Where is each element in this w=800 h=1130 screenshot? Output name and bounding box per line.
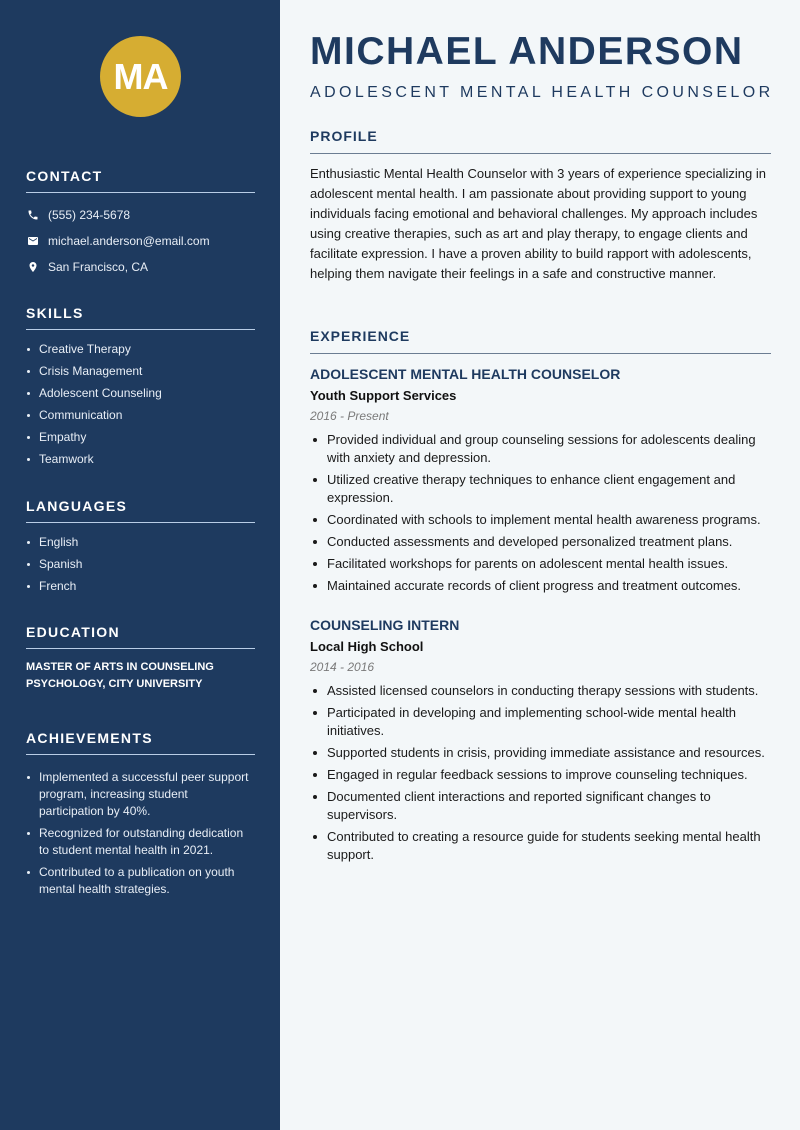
language-item: French (26, 578, 255, 595)
job-bullet: Provided individual and group counseling sessions for adolescents dealing with anxiety and depression. (310, 431, 771, 467)
experience-heading: EXPERIENCE (310, 328, 771, 354)
contact-phone[interactable] (26, 202, 255, 228)
avatar (100, 36, 181, 117)
contact-phone-text: (555) 234-5678 (48, 208, 131, 222)
achievements-section (26, 730, 255, 903)
skill-item: Crisis Management (26, 363, 255, 380)
job-bullet: Coordinated with schools to implement mental health awareness programs. (310, 511, 771, 529)
languages-list (26, 534, 255, 595)
skills-list (26, 341, 255, 468)
achievements-heading: ACHIEVEMENTS (26, 730, 255, 755)
job-title: ADOLESCENT MENTAL HEALTH COUNSELOR (310, 366, 621, 382)
profile-heading: PROFILE (310, 128, 771, 154)
job-bullet: Documented client interactions and reported significant changes to supervisors. (310, 788, 771, 824)
achievement-item: Implemented a successful peer support program, increasing student participation by 40%. (26, 769, 255, 820)
phone-icon (26, 209, 39, 222)
contact-location-text: San Francisco, CA (48, 260, 149, 274)
job-bullet: Facilitated workshops for parents on adolescent mental health issues. (310, 555, 771, 573)
job-company: Youth Support Services (310, 388, 457, 403)
job-title: COUNSELING INTERN (310, 617, 460, 633)
contact-email-text: michael.anderson@email.com (48, 234, 210, 248)
job-title-headline: ADOLESCENT MENTAL HEALTH COUNSELOR (310, 84, 774, 101)
job-bullets (310, 431, 771, 595)
job-bullet: Supported students in crisis, providing immediate assistance and resources. (310, 744, 771, 762)
email-icon (26, 235, 39, 248)
profile-text: Enthusiastic Mental Health Counselor with 3 years of experience specializing in adolescent mental health. I am passionate about providing support to young individuals facing emotional and behavioral challenges. My approach includes using creative therapies, such as art and play therapy, to engage clients and facilitate expression. I have a proven ability to build rapport with adolescents, helping them navigate their feelings in a safe and constructive manner. (310, 166, 766, 281)
sidebar (0, 0, 280, 1130)
contact-location (26, 254, 255, 280)
skill-item: Empathy (26, 429, 255, 446)
job-entry (310, 366, 771, 599)
job-bullets (310, 682, 771, 864)
location-icon (26, 261, 39, 274)
education-section (26, 624, 255, 693)
job-bullet: Engaged in regular feedback sessions to improve counseling techniques. (310, 766, 771, 784)
achievement-item: Recognized for outstanding dedication to student mental health in 2021. (26, 825, 255, 859)
languages-section (26, 498, 255, 600)
job-entry (310, 617, 771, 868)
language-item: English (26, 534, 255, 551)
job-bullet: Maintained accurate records of client progress and treatment outcomes. (310, 577, 771, 595)
job-dates: 2016 - Present (310, 409, 389, 423)
job-bullet: Conducted assessments and developed personalized treatment plans. (310, 533, 771, 551)
skill-item: Creative Therapy (26, 341, 255, 358)
skill-item: Teamwork (26, 451, 255, 468)
job-bullet: Participated in developing and implementing school-wide mental health initiatives. (310, 704, 771, 740)
job-bullet: Contributed to creating a resource guide for students seeking mental health support. (310, 828, 771, 864)
skill-item: Adolescent Counseling (26, 385, 255, 402)
skills-section (26, 305, 255, 473)
contact-heading: CONTACT (26, 168, 255, 193)
achievement-item: Contributed to a publication on youth mental health strategies. (26, 864, 255, 898)
job-company: Local High School (310, 639, 424, 654)
education-heading: EDUCATION (26, 624, 255, 649)
education-degree: MASTER OF ARTS IN COUNSELING PSYCHOLOGY, CITY UNIVERSITY (26, 661, 214, 690)
skill-item: Communication (26, 407, 255, 424)
contact-list (26, 202, 255, 280)
avatar-initials: MA (113, 55, 168, 97)
achievements-list (26, 769, 255, 898)
candidate-name: MICHAEL ANDERSON (310, 30, 744, 73)
contact-section (26, 168, 255, 280)
job-bullet: Assisted licensed counselors in conducting therapy sessions with students. (310, 682, 771, 700)
language-item: Spanish (26, 556, 255, 573)
languages-heading: LANGUAGES (26, 498, 255, 523)
skills-heading: SKILLS (26, 305, 255, 330)
contact-email[interactable] (26, 228, 255, 254)
job-bullet: Utilized creative therapy techniques to enhance client engagement and expression. (310, 471, 771, 507)
job-dates: 2014 - 2016 (310, 660, 375, 674)
